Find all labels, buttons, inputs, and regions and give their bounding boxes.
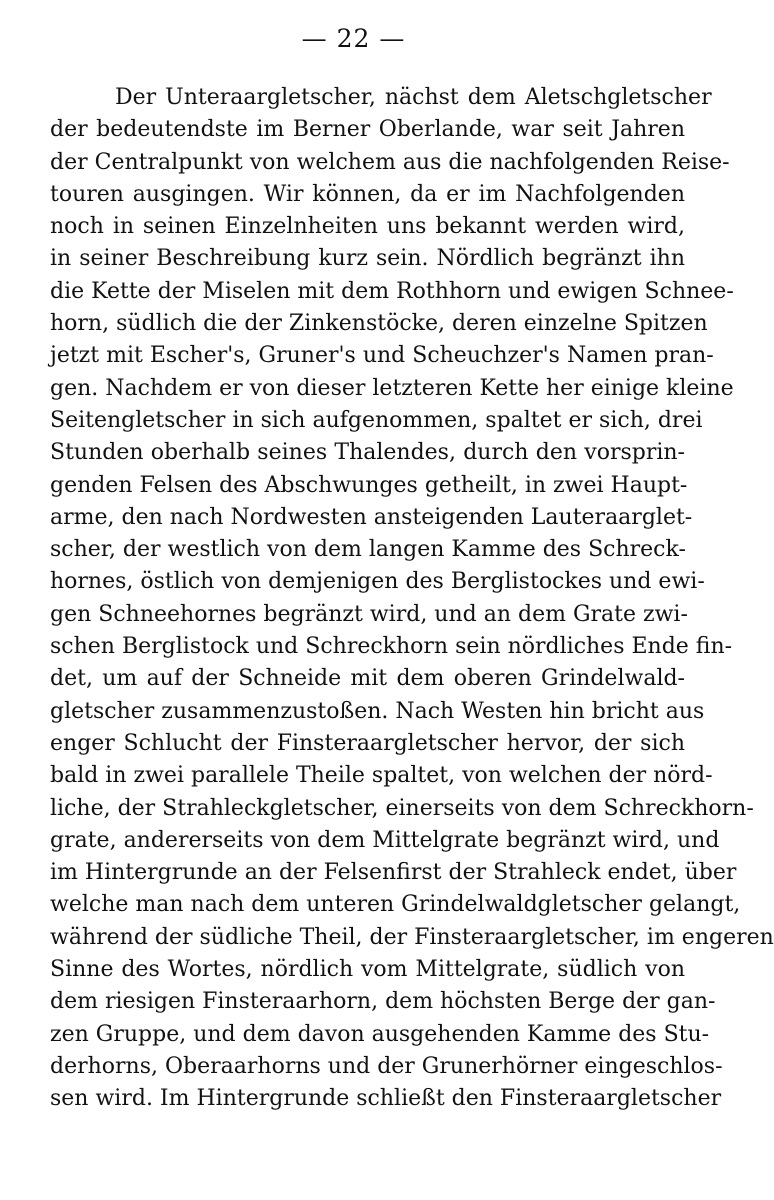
text-line: der Centralpunkt von welchem aus die nachfolgenden Reise- [50, 149, 730, 175]
text-line: hornes, östlich von demjenigen des Berglistockes und ewi- [50, 569, 705, 595]
text-line: dem riesigen Finsteraarhorn, dem höchsten Berge der gan- [50, 989, 716, 1015]
body-text [50, 82, 774, 1116]
text-line: bald in zwei parallele Theile spaltet, von welchen der nörd- [50, 763, 713, 789]
text-line: noch in seinen Einzelnheiten uns bekannt werden wird, [50, 214, 685, 240]
text-line: arme, den nach Nordwesten ansteigenden Lauteraarglet- [50, 504, 693, 530]
text-line: scher, der westlich von dem langen Kamme des Schreck- [50, 537, 686, 563]
text-line: schen Berglistock und Schreckhorn sein nördliches Ende fin- [50, 634, 733, 660]
text-line: gletscher zusammenzustoßen. Nach Westen hin bricht aus [50, 698, 705, 724]
text-line: Seitengletscher in sich aufgenommen, spaltet er sich, drei [50, 407, 703, 433]
text-line: gen Schneehornes begränzt wird, und an dem Grate zwi- [50, 601, 688, 627]
text-line: Sinne des Wortes, nördlich vom Mittelgrate, südlich von [50, 957, 685, 983]
page-number: — 22 — [301, 24, 406, 53]
text-line: horn, südlich die der Zinkenstöcke, deren einzelne Spitzen [50, 311, 708, 337]
text-line: im Hintergrunde an der Felsenfirst der Strahleck endet, über [50, 860, 737, 886]
text-line: genden Felsen des Abschwunges getheilt, in zwei Haupt- [50, 472, 688, 498]
text-line: derhorns, Oberaarhorns und der Grunerhörner eingeschlos- [50, 1053, 723, 1079]
text-line: det, um auf der Schneide mit dem oberen Grindelwald- [50, 666, 685, 692]
text-line: zen Gruppe, und dem davon ausgehenden Kamme des Stu- [50, 1021, 710, 1047]
text-line: Stunden oberhalb seines Thalendes, durch den vorsprin- [50, 440, 685, 466]
text-line: während der südliche Theil, der Finsteraargletscher, im engeren [50, 924, 774, 950]
text-line: grate, andererseits von dem Mittelgrate begränzt wird, und [50, 827, 720, 853]
text-line: touren ausgingen. Wir können, da er im Nachfolgenden [50, 181, 685, 207]
text-line: in seiner Beschreibung kurz sein. Nördlich begränzt ihn [50, 246, 685, 272]
text-line: jetzt mit Escher's, Gruner's und Scheuchzer's Namen pran- [50, 343, 714, 369]
text-line: Der Unteraargletscher, nächst dem Aletschgletscher [115, 85, 712, 110]
text-line: welche man nach dem unteren Grindelwaldgletscher gelangt, [50, 892, 741, 918]
text-line: die Kette der Miselen mit dem Rothhorn und ewigen Schnee- [50, 278, 734, 304]
text-line: sen wird. Im Hintergrunde schließt den Finsteraargletscher [50, 1086, 722, 1112]
text-line: liche, der Strahleckgletscher, einerseits von dem Schreckhorn- [50, 795, 754, 821]
text-line: enger Schlucht der Finsteraargletscher hervor, der sich [50, 730, 685, 756]
text-line: der bedeutendste im Berner Oberlande, war seit Jahren [50, 117, 685, 143]
text-line: gen. Nachdem er von dieser letzteren Kette her einige kleine [50, 375, 734, 401]
